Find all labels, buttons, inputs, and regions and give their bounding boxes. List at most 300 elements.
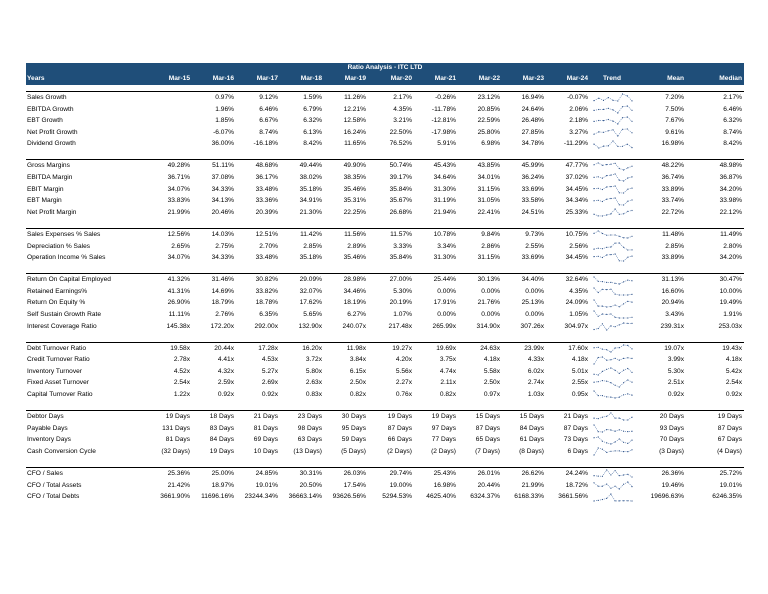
trend-point bbox=[623, 169, 624, 170]
table-row bbox=[26, 184, 744, 196]
row-label: CFO / Sales bbox=[26, 468, 150, 480]
trend-point bbox=[610, 359, 611, 360]
mean-cell: 48.22% bbox=[636, 160, 686, 172]
value-cell: 16.20x bbox=[280, 342, 324, 354]
value-cell: 2.63x bbox=[305, 379, 322, 387]
row-label: EBT Margin bbox=[27, 197, 62, 205]
trend-point bbox=[615, 163, 616, 164]
trend-point bbox=[627, 394, 628, 395]
value-cell: 11.65% bbox=[344, 140, 366, 148]
value-cell: 35.84% bbox=[389, 185, 412, 193]
value-cell: 19.69x bbox=[414, 342, 458, 354]
row-label: Sales Expenses % Sales bbox=[26, 228, 150, 240]
value-cell: 34.45% bbox=[565, 185, 588, 193]
value-cell: 3.75x bbox=[439, 356, 456, 364]
value-cell: 28.98% bbox=[324, 274, 368, 286]
trend-point bbox=[619, 475, 620, 476]
value-cell: -16.18% bbox=[253, 140, 278, 148]
value-cell: 0.92x bbox=[261, 391, 278, 399]
value-cell: 45.43% bbox=[414, 160, 458, 172]
trend-point bbox=[593, 363, 594, 364]
trend-point bbox=[610, 429, 611, 430]
trend-point bbox=[615, 242, 616, 243]
trend-point bbox=[631, 210, 632, 211]
value-cell: 37.08% bbox=[211, 174, 234, 182]
trend-point bbox=[627, 300, 628, 301]
table-row bbox=[26, 321, 744, 333]
value-cell: 21.42% bbox=[167, 481, 190, 489]
value-cell: 0.92x bbox=[217, 391, 234, 399]
trend-point bbox=[619, 283, 620, 284]
trend-point bbox=[619, 318, 620, 319]
trend-line bbox=[594, 198, 632, 205]
trend-cell bbox=[590, 411, 636, 423]
value-cell: 61 Days bbox=[519, 436, 544, 444]
value-cell: 29.74% bbox=[368, 468, 414, 480]
trend-point bbox=[602, 323, 603, 324]
value-cell: 0.00% bbox=[481, 311, 500, 318]
value-cell: 19 Days bbox=[414, 411, 458, 423]
value-cell: 9.12% bbox=[236, 92, 280, 104]
row-label: Interest Coverage Ratio bbox=[27, 322, 97, 330]
value-cell: 21.94% bbox=[433, 208, 456, 216]
trend-point bbox=[619, 180, 620, 181]
trend-point bbox=[631, 177, 632, 178]
value-cell bbox=[150, 115, 192, 127]
trend-point bbox=[602, 216, 603, 217]
trend-point bbox=[602, 348, 603, 349]
trend-sparkline bbox=[593, 128, 633, 137]
value-cell: -6.07% bbox=[213, 128, 234, 136]
trend-point bbox=[615, 470, 616, 471]
trend-point bbox=[593, 248, 594, 249]
trend-point bbox=[598, 476, 599, 477]
value-cell: 33.58% bbox=[521, 197, 544, 205]
column-header: Mar-21 bbox=[414, 73, 458, 85]
value-cell: 0.97% bbox=[192, 92, 236, 104]
trend-point bbox=[602, 289, 603, 290]
trend-point bbox=[619, 242, 620, 243]
trend-point bbox=[606, 306, 607, 307]
table-row bbox=[26, 377, 744, 389]
trend-point bbox=[627, 211, 628, 212]
trend-cell bbox=[590, 92, 636, 104]
value-cell: 6.46% bbox=[259, 105, 278, 113]
spacer-cell bbox=[26, 218, 744, 228]
value-cell: 41.31% bbox=[167, 287, 190, 295]
value-cell: 37.02% bbox=[565, 174, 588, 182]
row-label: CFO / Total Assets bbox=[27, 481, 82, 489]
trend-line bbox=[594, 141, 632, 148]
value-cell: 81 Days bbox=[165, 436, 190, 444]
value-cell: 30.82% bbox=[236, 274, 280, 286]
trend-cell bbox=[590, 172, 636, 184]
value-cell: 2.56% bbox=[569, 242, 588, 250]
value-cell: 65 Days bbox=[475, 436, 500, 444]
trend-cell bbox=[590, 480, 636, 492]
value-cell: 97 Days bbox=[431, 424, 456, 432]
trend-cell bbox=[590, 228, 636, 240]
value-cell: 20.44x bbox=[192, 342, 236, 354]
trend-point bbox=[622, 118, 623, 119]
value-cell bbox=[150, 104, 192, 116]
row-label: Inventory Days bbox=[27, 436, 71, 444]
value-cell: 6.35% bbox=[259, 311, 278, 318]
trend-point bbox=[602, 314, 603, 315]
trend-cell bbox=[590, 184, 636, 196]
median-cell: (4 Days) bbox=[717, 447, 742, 455]
value-cell: 35.46% bbox=[343, 254, 366, 262]
value-cell: 25.44% bbox=[414, 274, 458, 286]
trend-point bbox=[615, 197, 616, 198]
trend-point bbox=[627, 189, 628, 190]
value-cell: 12.58% bbox=[343, 117, 366, 125]
value-cell: 19.27x bbox=[368, 342, 414, 354]
trend-point bbox=[619, 295, 620, 296]
trend-point bbox=[615, 282, 616, 283]
row-label: Depreciation % Sales bbox=[27, 242, 91, 250]
value-cell: 2.74x bbox=[527, 379, 544, 387]
row-label: EBT Growth bbox=[27, 117, 63, 125]
trend-point bbox=[593, 381, 594, 382]
trend-line bbox=[594, 482, 632, 489]
value-cell: 22.25% bbox=[343, 208, 366, 216]
trend-point bbox=[615, 235, 616, 236]
trend-point bbox=[602, 356, 603, 357]
median-cell: 19.49% bbox=[719, 299, 742, 307]
trend-sparkline bbox=[593, 253, 633, 262]
column-header: Median bbox=[686, 73, 744, 85]
trend-point bbox=[627, 442, 628, 443]
trend-point bbox=[602, 380, 603, 381]
median-cell: 36.87% bbox=[719, 174, 742, 182]
median-cell: 6.32% bbox=[723, 117, 742, 125]
trend-point bbox=[623, 475, 624, 476]
trend-point bbox=[602, 476, 603, 477]
trend-point bbox=[623, 441, 624, 442]
trend-sparkline bbox=[593, 424, 633, 433]
trend-point bbox=[598, 395, 599, 396]
trend-point bbox=[603, 100, 604, 101]
value-cell: 4.18x bbox=[571, 356, 588, 364]
spacer-cell bbox=[26, 401, 744, 411]
value-cell: 17.62% bbox=[299, 299, 322, 307]
value-cell: 1.59% bbox=[280, 92, 324, 104]
mean-cell: 93 Days bbox=[659, 424, 684, 432]
section-spacer bbox=[26, 150, 744, 160]
trend-point bbox=[610, 306, 611, 307]
row-label: Debt Turnover Ratio bbox=[26, 342, 150, 354]
value-cell: 27.85% bbox=[521, 128, 544, 136]
row-label: Return On Capital Employed bbox=[26, 274, 150, 286]
trend-line bbox=[594, 437, 632, 444]
trend-sparkline bbox=[593, 93, 633, 102]
value-cell: 49.90% bbox=[324, 160, 368, 172]
median-cell: 25.72% bbox=[686, 468, 744, 480]
trend-point bbox=[610, 382, 611, 383]
trend-point bbox=[627, 279, 628, 280]
trend-point bbox=[615, 294, 616, 295]
column-header: Mar-17 bbox=[236, 73, 280, 85]
value-cell: 5294.53% bbox=[382, 493, 412, 501]
value-cell: 1.22x bbox=[173, 391, 190, 399]
value-cell: 73 Days bbox=[563, 436, 588, 444]
row-label: Sales Growth bbox=[26, 92, 150, 104]
trend-cell bbox=[590, 207, 636, 219]
value-cell: 33.48% bbox=[255, 185, 278, 193]
trend-point bbox=[610, 368, 611, 369]
trend-point bbox=[606, 470, 607, 471]
table-row bbox=[26, 252, 744, 264]
trend-point bbox=[622, 94, 623, 95]
trend-point bbox=[631, 132, 632, 133]
median-cell: 19.43x bbox=[686, 342, 744, 354]
value-cell: 26.01% bbox=[458, 468, 502, 480]
value-cell: 4.35% bbox=[393, 105, 412, 113]
median-cell: 48.98% bbox=[686, 160, 744, 172]
table-row bbox=[26, 366, 744, 378]
trend-point bbox=[631, 280, 632, 281]
row-label: Dividend Growth bbox=[27, 140, 76, 148]
value-cell: 26.90% bbox=[167, 299, 190, 307]
value-cell: 3661.90% bbox=[160, 493, 190, 501]
trend-point bbox=[593, 455, 594, 456]
trend-line bbox=[594, 174, 632, 181]
trend-cell bbox=[590, 354, 636, 366]
table-row bbox=[26, 434, 744, 446]
trend-point bbox=[606, 483, 607, 484]
trend-point bbox=[615, 370, 616, 371]
trend-point bbox=[610, 325, 611, 326]
value-cell: 25.33% bbox=[565, 208, 588, 216]
trend-point bbox=[622, 145, 623, 146]
trend-point bbox=[602, 417, 603, 418]
trend-sparkline bbox=[593, 185, 633, 194]
value-cell: 2.18% bbox=[569, 117, 588, 125]
row-label: Capital Turnover Ratio bbox=[27, 391, 93, 399]
trend-point bbox=[623, 322, 624, 323]
trend-point bbox=[606, 349, 607, 350]
value-cell: 14.03% bbox=[192, 228, 236, 240]
value-cell: 18.78% bbox=[255, 299, 278, 307]
trend-point bbox=[615, 357, 616, 358]
mean-cell: 33.89% bbox=[661, 185, 684, 193]
value-cell: 0.83x bbox=[305, 391, 322, 399]
value-cell: 0.97x bbox=[483, 391, 500, 399]
value-cell: (2 Days) bbox=[387, 447, 412, 455]
value-cell: 30.31% bbox=[280, 468, 324, 480]
value-cell: 50.74% bbox=[368, 160, 414, 172]
trend-sparkline bbox=[593, 322, 633, 331]
trend-point bbox=[598, 448, 599, 449]
trend-point bbox=[623, 382, 624, 383]
value-cell: 19.58x bbox=[150, 342, 192, 354]
trend-point bbox=[612, 109, 613, 110]
row-label: EBITDA Margin bbox=[27, 174, 73, 182]
value-cell: 11696.16% bbox=[201, 493, 234, 501]
trend-sparkline bbox=[593, 493, 633, 502]
column-header: Mar-15 bbox=[150, 73, 192, 85]
value-cell: 49.28% bbox=[150, 160, 192, 172]
value-cell: 6324.37% bbox=[470, 493, 500, 501]
value-cell: 304.97x bbox=[564, 322, 588, 330]
trend-point bbox=[627, 178, 628, 179]
mean-cell: 7.20% bbox=[636, 92, 686, 104]
trend-point bbox=[631, 147, 632, 148]
trend-point bbox=[612, 140, 613, 141]
value-cell: 23.12% bbox=[458, 92, 502, 104]
value-cell: 33.48% bbox=[255, 254, 278, 262]
trend-point bbox=[610, 235, 611, 236]
spacer-cell bbox=[26, 332, 744, 342]
trend-point bbox=[602, 395, 603, 396]
trend-line bbox=[594, 277, 632, 284]
trend-point bbox=[623, 303, 624, 304]
value-cell: 3661.56% bbox=[558, 493, 588, 501]
value-cell: 240.07x bbox=[342, 322, 366, 330]
trend-cell bbox=[590, 446, 636, 458]
trend-point bbox=[631, 301, 632, 302]
trend-point bbox=[627, 249, 628, 250]
trend-point bbox=[627, 451, 628, 452]
value-cell: 14.69% bbox=[211, 287, 234, 295]
trend-point bbox=[612, 129, 613, 130]
trend-cell bbox=[590, 366, 636, 378]
trend-point bbox=[610, 488, 611, 489]
trend-point bbox=[598, 499, 599, 500]
column-header: Mar-19 bbox=[324, 73, 368, 85]
table-row bbox=[26, 468, 744, 480]
trend-point bbox=[619, 373, 620, 374]
trend-point bbox=[606, 198, 607, 199]
row-label: Net Profit Growth bbox=[27, 128, 78, 136]
trend-point bbox=[593, 100, 594, 101]
value-cell: 0.76x bbox=[395, 391, 412, 399]
value-cell: 24.64% bbox=[521, 105, 544, 113]
value-cell: 35.18% bbox=[299, 254, 322, 262]
value-cell: 2.70% bbox=[259, 242, 278, 250]
trend-sparkline bbox=[593, 412, 633, 421]
trend-point bbox=[598, 356, 599, 357]
trend-line bbox=[594, 380, 632, 387]
trend-point bbox=[593, 391, 594, 392]
trend-point bbox=[606, 235, 607, 236]
table-row bbox=[26, 389, 744, 401]
trend-point bbox=[631, 395, 632, 396]
value-cell: 8.74% bbox=[259, 128, 278, 136]
trend-point bbox=[602, 486, 603, 487]
mean-cell: 36.74% bbox=[661, 174, 684, 182]
trend-point bbox=[610, 213, 611, 214]
table-row bbox=[26, 354, 744, 366]
trend-point bbox=[606, 380, 607, 381]
value-cell: 20.85% bbox=[477, 105, 500, 113]
trend-sparkline bbox=[593, 469, 633, 478]
value-cell: 1.07% bbox=[393, 311, 412, 318]
value-cell: 31.46% bbox=[192, 274, 236, 286]
trend-point bbox=[622, 129, 623, 130]
table-row bbox=[26, 274, 744, 286]
trend-point bbox=[603, 109, 604, 110]
value-cell: 24.51% bbox=[521, 208, 544, 216]
trend-point bbox=[593, 311, 594, 312]
value-cell: 34.07% bbox=[167, 254, 190, 262]
trend-point bbox=[610, 475, 611, 476]
trend-cell bbox=[590, 468, 636, 480]
table-row bbox=[26, 104, 744, 116]
trend-point bbox=[606, 329, 607, 330]
value-cell: (8 Days) bbox=[519, 447, 544, 455]
value-cell: 34.45% bbox=[565, 254, 588, 262]
value-cell: 21.76% bbox=[477, 299, 500, 307]
trend-point bbox=[603, 145, 604, 146]
trend-point bbox=[623, 318, 624, 319]
mean-cell: 16.98% bbox=[661, 140, 684, 148]
trend-point bbox=[598, 328, 599, 329]
value-cell: 5.65% bbox=[303, 311, 322, 318]
trend-point bbox=[602, 431, 603, 432]
value-cell: 2.50x bbox=[483, 379, 500, 387]
value-cell: 6.98% bbox=[481, 140, 500, 148]
trend-point bbox=[602, 189, 603, 190]
value-cell: 0.00% bbox=[525, 287, 544, 295]
trend-point bbox=[593, 276, 594, 277]
trend-point bbox=[617, 101, 618, 102]
table-row bbox=[26, 480, 744, 492]
value-cell: 8.42% bbox=[303, 140, 322, 148]
value-cell: 24.09% bbox=[565, 299, 588, 307]
value-cell: 25.00% bbox=[192, 468, 236, 480]
value-cell: 2.50x bbox=[349, 379, 366, 387]
table-row bbox=[26, 342, 744, 354]
value-cell: 2.86% bbox=[481, 242, 500, 250]
value-cell: 25.43% bbox=[414, 468, 458, 480]
value-cell: 63 Days bbox=[297, 436, 322, 444]
trend-point bbox=[631, 500, 632, 501]
value-cell: 131 Days bbox=[162, 424, 190, 432]
median-cell: 8.74% bbox=[723, 128, 742, 136]
trend-point bbox=[593, 233, 594, 234]
value-cell bbox=[150, 92, 192, 104]
trend-sparkline bbox=[593, 276, 633, 285]
value-cell: 34.33% bbox=[211, 185, 234, 193]
trend-point bbox=[606, 497, 607, 498]
value-cell: 11.26% bbox=[324, 92, 368, 104]
value-cell: 18.79% bbox=[211, 299, 234, 307]
value-cell: 4.41x bbox=[217, 356, 234, 364]
trend-point bbox=[623, 484, 624, 485]
trend-point bbox=[606, 452, 607, 453]
trend-point bbox=[615, 304, 616, 305]
value-cell: 33.83% bbox=[167, 197, 190, 205]
trend-point bbox=[608, 145, 609, 146]
value-cell: 12.21% bbox=[343, 105, 366, 113]
trend-point bbox=[617, 124, 618, 125]
trend-point bbox=[615, 500, 616, 501]
trend-point bbox=[623, 181, 624, 182]
value-cell: 35.31% bbox=[343, 197, 366, 205]
column-header: Mar-18 bbox=[280, 73, 324, 85]
trend-line bbox=[594, 323, 632, 330]
value-cell: 29.09% bbox=[280, 274, 324, 286]
value-cell: 19.00% bbox=[389, 481, 412, 489]
value-cell: 31.15% bbox=[477, 185, 500, 193]
value-cell: 6.67% bbox=[259, 117, 278, 125]
table-row bbox=[26, 309, 744, 321]
value-cell: 18.19% bbox=[343, 299, 366, 307]
row-label: Self Sustain Growth Rate bbox=[27, 311, 102, 318]
trend-point bbox=[593, 200, 594, 201]
